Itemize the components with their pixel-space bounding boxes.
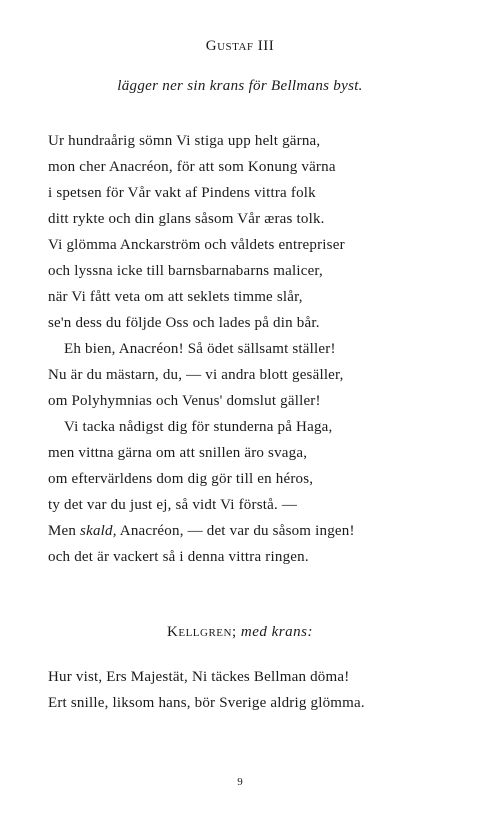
speaker-name: Gustaf III <box>205 38 275 54</box>
stage-direction-kellgren: med krans: <box>240 624 313 640</box>
verse-line: Ur hundraårig sömn Vi stiga upp helt gärna, <box>48 133 321 149</box>
verse-block-kellgren <box>48 664 448 716</box>
speaker-name: Kellgren; <box>167 624 237 640</box>
verse-line: men vittna gärna om att snillen äro svaga, <box>48 445 308 461</box>
verse-line: i spetsen för Vår vakt af Pindens vittra folk <box>48 185 316 201</box>
verse-line: om eftervärldens dom dig gör till en héros, <box>48 471 314 487</box>
verse-line: Nu är du mästarn, du, — vi andra blott gesäller, <box>48 367 344 383</box>
verse-line: när Vi fått veta om att seklets timme slår, <box>48 289 303 305</box>
verse-line: mon cher Anacréon, för att som Konung värna <box>48 159 336 175</box>
verse-line: Vi tacka nådigst dig för stunderna på Haga, <box>64 419 333 435</box>
verse-line: Ert snille, liksom hans, bör Sverige aldrig glömma. <box>48 695 365 711</box>
stage-direction-gustaf: lägger ner sin krans för Bellmans byst. <box>117 78 363 94</box>
verse-line: Vi glömma Anckarström och våldets entrepriser <box>48 237 345 253</box>
verse-line: ty det var du just ej, så vidt Vi förstå. — <box>48 497 298 513</box>
page-number: 9 <box>237 776 243 788</box>
verse-text: Men <box>48 523 81 539</box>
verse-line: Hur vist, Ers Majestät, Ni täckes Bellman döma! <box>48 669 350 685</box>
verse-line: och det är vackert så i denna vittra ringen. <box>48 549 309 565</box>
speaker-heading-gustaf <box>0 38 480 55</box>
verse-line: ditt rykte och din glans såsom Vår æras tolk. <box>48 211 325 227</box>
verse-line-skald <box>48 518 448 544</box>
verse-line: Eh bien, Anacréon! Så ödet sällsamt ställer! <box>64 341 336 357</box>
verse-block-gustaf <box>48 128 448 570</box>
emphasized-word: skald, <box>80 523 117 539</box>
verse-line: och lyssna icke till barnsbarnabarns malicer, <box>48 263 323 279</box>
verse-text: Anacréon, — det var du såsom ingen! <box>116 523 355 539</box>
verse-line: om Polyhymnias och Venus' domslut gäller! <box>48 393 321 409</box>
speaker-heading-kellgren <box>0 624 480 641</box>
verse-line: se'n dess du följde Oss och lades på din bår. <box>48 315 320 331</box>
